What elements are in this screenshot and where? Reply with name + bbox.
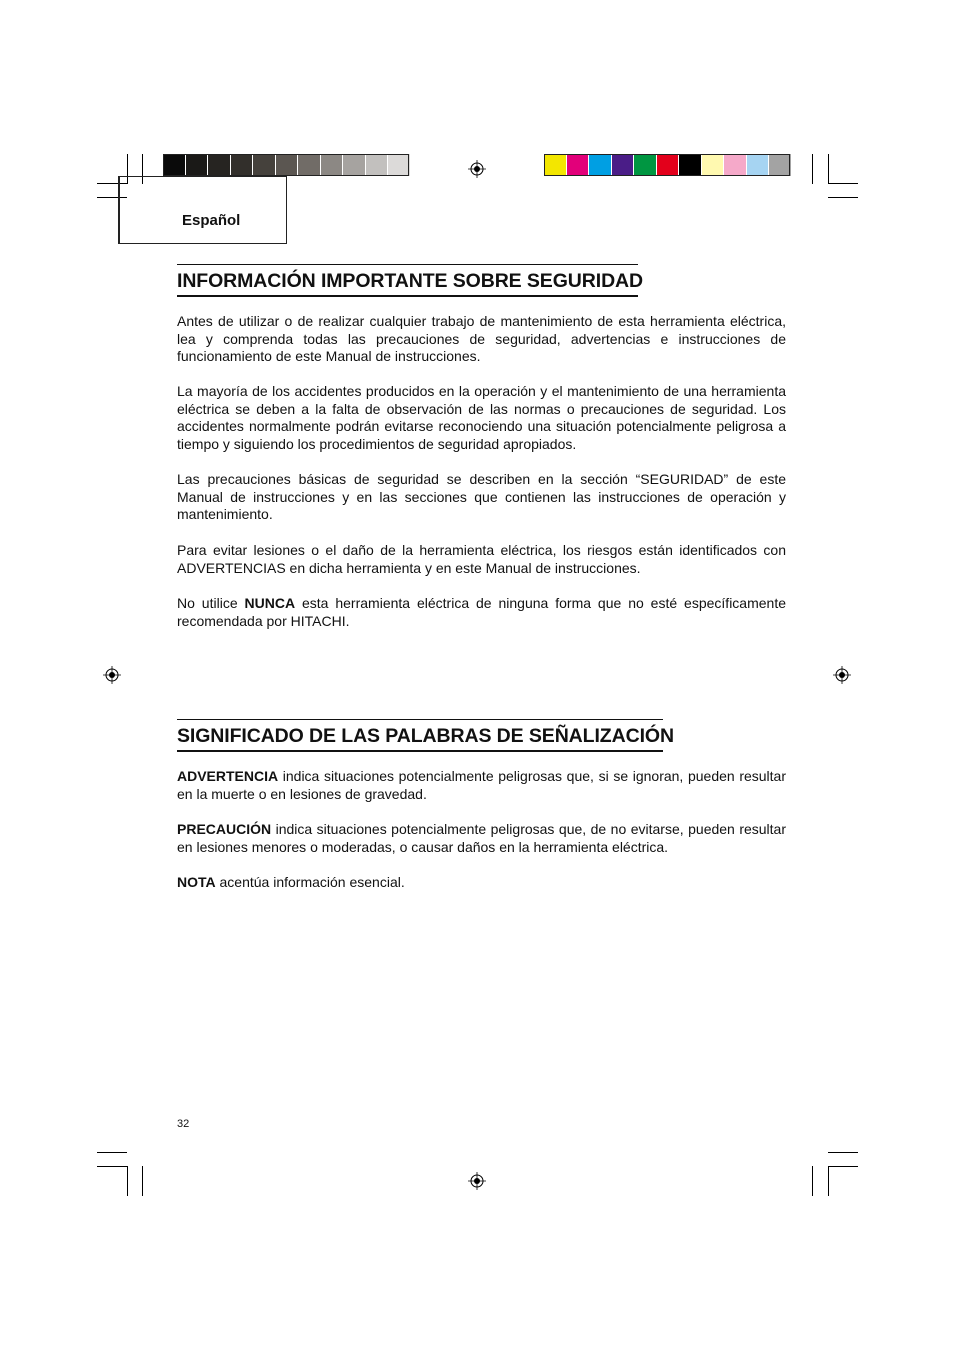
crop-mark [828,154,829,184]
paragraph: Para evitar lesiones o el daño de la herramienta eléctrica, los riesgos están identificados con ADVERTENCIAS en dicha herramienta y en este Manual de instrucciones. [177,542,786,576]
section-title-safety: INFORMACIÓN IMPORTANTE SOBRE SEGURIDAD [177,270,638,297]
note-definition [177,874,786,892]
registration-mark-icon [468,1172,486,1190]
definition-text: acentúa información esencial. [215,874,405,890]
crop-mark [142,1166,143,1196]
language-tab [118,176,287,244]
section-title-signal-words: SIGNIFICADO DE LAS PALABRAS DE SEÑALIZACIÓN [177,725,663,752]
crop-mark [812,154,813,184]
crop-mark [812,1166,813,1196]
crop-mark [828,183,858,184]
text-run: No utilice [177,595,245,611]
paragraph: Antes de utilizar o de realizar cualquier trabajo de mantenimiento de esta herramienta eléctrica, lea y comprenda todas las precauciones de seguridad, advertencias e instrucciones de funcionamiento de este Manual de instrucciones. [177,313,786,365]
registration-mark-icon [833,666,851,684]
crop-mark [97,1152,127,1153]
crop-mark [828,197,858,198]
emphasis-word: NUNCA [244,595,296,611]
color-swatch [411,154,434,176]
definition-text: indica situaciones potencialmente peligrosas que, de no evitarse, pueden resultar en lesiones menores o moderadas, o causar daños en la herramienta eléctrica. [177,821,786,855]
signal-word-warning: ADVERTENCIA [177,768,279,784]
caution-definition [177,821,786,856]
crop-mark [127,1166,128,1196]
text-run: esta herramienta eléctrica de ninguna forma que no esté específicamente recomendada por HITACHI. [177,595,787,629]
crop-mark [828,1152,858,1153]
crop-mark [97,1166,127,1167]
signal-word-caution: PRECAUCIÓN [177,821,272,837]
definition-text: indica situaciones potencialmente peligrosas que, si se ignoran, pueden resultar en la muerte o en lesiones de gravedad. [177,768,786,802]
warning-definition [177,768,786,803]
crop-mark [828,1166,829,1196]
grayscale-bar-frame [163,154,409,176]
registration-mark-icon [103,666,121,684]
color-bar-frame [544,154,790,176]
signal-word-note: NOTA [177,874,216,890]
crop-mark [828,1166,858,1167]
language-label: Español [182,212,241,229]
registration-mark-icon [468,160,486,178]
paragraph [177,595,786,630]
paragraph: La mayoría de los accidentes producidos en la operación y el mantenimiento de una herramienta eléctrica se deben a la falta de observación de las normas o precauciones de seguridad. Los accidentes normalmente podrán evitarse reconociendo una situación potencialmente peligrosa a tiempo y siguiendo los procedimientos de seguridad apropiados. [177,383,786,452]
paragraph: Las precauciones básicas de seguridad se describen en la sección “SEGURIDAD” de este Manual de instrucciones y en las secciones que contienen las instrucciones de operación y mantenimiento. [177,471,786,523]
page-number: 32 [177,1118,190,1130]
